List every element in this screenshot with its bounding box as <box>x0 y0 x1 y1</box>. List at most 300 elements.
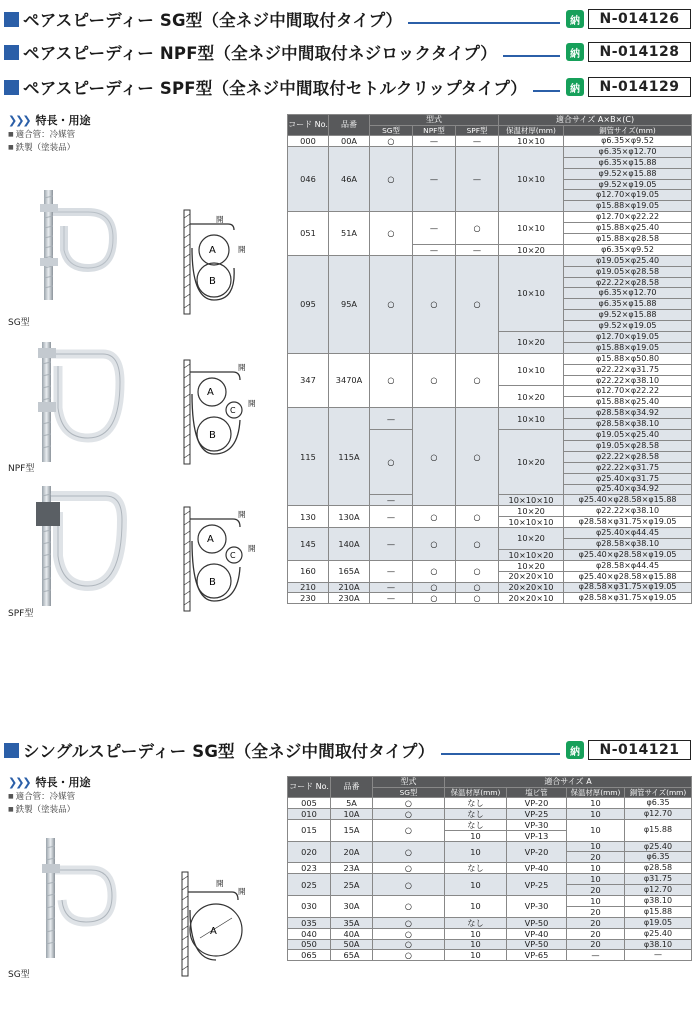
type-label-npf: NPF型 <box>8 464 35 474</box>
item-cell: 210A <box>329 582 370 593</box>
label-a: A <box>209 245 216 256</box>
pipe-size-cell: φ12.70 <box>625 808 692 819</box>
insulation-cell: 10×20 <box>499 386 564 408</box>
pipe-size-cell: — <box>625 950 692 961</box>
insulation-cell: なし <box>445 808 507 819</box>
pipe-size-cell: φ6.35 <box>625 798 692 809</box>
feature-item: ■ 鉄製（塗装品） <box>8 803 75 815</box>
insulation-cell: 10 <box>567 841 625 852</box>
table-row <box>288 808 692 819</box>
item-cell: 30A <box>331 896 373 918</box>
table-row <box>288 950 692 961</box>
pipe-size-cell: φ12.70×φ19.05 <box>564 332 692 343</box>
table-row <box>288 408 692 419</box>
insulation-cell: 10 <box>445 874 507 896</box>
header-size: 適合サイズ A <box>445 777 692 788</box>
features-heading-text: 特長・用途 <box>35 114 91 127</box>
table-row <box>288 560 692 571</box>
type-label-single-sg: SG型 <box>8 970 30 980</box>
label-open: 開 <box>238 510 246 519</box>
header-spf: SPF型 <box>456 126 499 136</box>
insulation-cell: 20 <box>567 939 625 950</box>
pipe-size-cell: φ19.05×φ25.40 <box>564 255 692 266</box>
sg-cell: ○ <box>373 819 445 841</box>
insulation-cell: 10 <box>567 798 625 809</box>
insulation-cell: 10×20 <box>499 332 564 354</box>
sg-cell: ○ <box>370 136 413 147</box>
header-pipe-size: 銅管サイズ(mm) <box>625 788 692 798</box>
delivery-icon: 納 <box>566 741 584 759</box>
insulation-cell: 10 <box>567 874 625 885</box>
pipe-size-cell: φ19.05 <box>625 917 692 928</box>
insulation-cell: 10×20 <box>499 430 564 495</box>
npf-cell: — <box>413 212 456 245</box>
sg-dimension-diagram <box>178 208 258 318</box>
pipe-size-cell: φ12.70×φ19.05 <box>564 190 692 201</box>
label-open: 開 <box>216 879 224 888</box>
spf-cell: — <box>456 146 499 211</box>
header-type: 型式 <box>373 777 445 788</box>
pvc-pipe-cell: VP-20 <box>507 841 567 863</box>
table-row <box>288 939 692 950</box>
title-rule <box>441 753 561 755</box>
pipe-size-cell: φ25.40×φ34.92 <box>564 484 692 495</box>
delivery-icon: 納 <box>566 43 584 61</box>
bullet-square <box>4 80 19 95</box>
item-cell: 95A <box>329 255 370 353</box>
pipe-size-cell: φ6.35×φ15.88 <box>564 299 692 310</box>
code-cell: 030 <box>288 896 331 918</box>
pvc-pipe-cell: VP-50 <box>507 939 567 950</box>
title-bar-npf <box>4 39 691 65</box>
header-npf: NPF型 <box>413 126 456 136</box>
item-cell: 115A <box>329 408 370 506</box>
header-insulation: 保温材厚(mm) <box>445 788 507 798</box>
npf-cell: ○ <box>413 353 456 407</box>
header-pipe-size: 銅管サイズ(mm) <box>564 126 692 136</box>
table-row <box>288 928 692 939</box>
code-cell: 050 <box>288 939 331 950</box>
insulation-cell: 10×20 <box>499 560 564 571</box>
product-title: ペアスピーディー NPF型（全ネジ中間取付ネジロックタイプ） <box>23 44 497 63</box>
pipe-size-cell: φ25.40×φ28.58×φ19.05 <box>564 549 692 560</box>
sg-cell: ○ <box>373 917 445 928</box>
insulation-cell: — <box>567 950 625 961</box>
code-cell: 023 <box>288 863 331 874</box>
pipe-size-cell: φ6.35 <box>625 852 692 863</box>
code-cell: 210 <box>288 582 329 593</box>
spf-cell: ○ <box>456 506 499 528</box>
pvc-pipe-cell: VP-50 <box>507 917 567 928</box>
table-row <box>288 582 692 593</box>
product-code: N-014129 <box>588 77 691 97</box>
item-cell: 10A <box>331 808 373 819</box>
table-row <box>288 841 692 852</box>
code-cell: 160 <box>288 560 329 582</box>
insulation-cell: なし <box>445 917 507 928</box>
insulation-cell: 10×10×10 <box>499 517 564 528</box>
item-cell: 130A <box>329 506 370 528</box>
pipe-size-cell: φ25.40×φ28.58×φ15.88 <box>564 571 692 582</box>
insulation-cell: 10×10×10 <box>499 495 564 506</box>
pipe-size-cell: φ19.05×φ25.40 <box>564 430 692 441</box>
table-row <box>288 212 692 223</box>
npf-cell: ○ <box>413 528 456 561</box>
pipe-size-cell: φ22.22×φ28.58 <box>564 277 692 288</box>
insulation-cell: 20×20×10 <box>499 593 564 604</box>
label-open: 開 <box>248 544 256 553</box>
label-c: C <box>230 406 236 415</box>
item-cell: 165A <box>329 560 370 582</box>
code-cell: 015 <box>288 819 331 841</box>
label-open: 開 <box>238 245 246 254</box>
table-row <box>288 593 692 604</box>
pipe-size-cell: φ22.22×φ38.10 <box>564 506 692 517</box>
code-cell: 115 <box>288 408 329 506</box>
sg-cell: — <box>370 582 413 593</box>
sg-cell: ○ <box>373 939 445 950</box>
chevrons-icon: ❯❯❯ <box>8 114 30 127</box>
sg-cell: ○ <box>370 146 413 211</box>
table-row <box>288 528 692 539</box>
spf-cell: ○ <box>456 582 499 593</box>
sg-hanger-photo <box>28 190 138 300</box>
code-cell: 347 <box>288 353 329 407</box>
insulation-cell: 10×10 <box>499 212 564 245</box>
insulation-cell: 10 <box>567 896 625 907</box>
spf-cell: ○ <box>456 353 499 407</box>
insulation-cell: 10 <box>445 841 507 863</box>
pvc-pipe-cell: VP-13 <box>507 830 567 841</box>
pvc-pipe-cell: VP-65 <box>507 950 567 961</box>
label-a: A <box>207 387 214 398</box>
sg-cell: ○ <box>373 874 445 896</box>
pipe-size-cell: φ9.52×φ19.05 <box>564 321 692 332</box>
product-code: N-014128 <box>588 42 691 62</box>
code-cell: 230 <box>288 593 329 604</box>
insulation-cell: 10 <box>567 808 625 819</box>
insulation-cell: 20 <box>567 928 625 939</box>
spf-cell: — <box>456 244 499 255</box>
insulation-cell: 10×10 <box>499 408 564 430</box>
type-label-sg: SG型 <box>8 318 30 328</box>
table-row <box>288 917 692 928</box>
label-c: C <box>230 551 236 560</box>
title-bar-single-sg <box>4 737 691 763</box>
item-cell: 40A <box>331 928 373 939</box>
insulation-cell: 10 <box>445 830 507 841</box>
sg-cell: ○ <box>373 808 445 819</box>
item-cell: 46A <box>329 146 370 211</box>
code-cell: 040 <box>288 928 331 939</box>
pipe-size-cell: φ15.88×φ25.40 <box>564 397 692 408</box>
pipe-size-cell: φ28.58×φ38.10 <box>564 538 692 549</box>
insulation-cell: 10×10 <box>499 255 564 331</box>
bullet-square <box>4 743 19 758</box>
pipe-size-cell: φ15.88×φ19.05 <box>564 201 692 212</box>
code-cell: 020 <box>288 841 331 863</box>
spf-cell: ○ <box>456 528 499 561</box>
sg-cell: ○ <box>373 896 445 918</box>
label-open: 開 <box>238 887 246 896</box>
pvc-pipe-cell: VP-25 <box>507 808 567 819</box>
label-b: B <box>209 430 216 441</box>
pipe-size-cell: φ15.88 <box>625 906 692 917</box>
spf-cell: — <box>456 136 499 147</box>
title-bar-spf <box>4 74 691 100</box>
item-cell: 00A <box>329 136 370 147</box>
code-cell: 035 <box>288 917 331 928</box>
item-cell: 230A <box>329 593 370 604</box>
pipe-size-cell: φ15.88×φ25.40 <box>564 223 692 234</box>
code-cell: 095 <box>288 255 329 353</box>
insulation-cell: 10 <box>567 863 625 874</box>
pipe-size-cell: φ15.88×φ28.58 <box>564 234 692 245</box>
pipe-size-cell: φ15.88 <box>625 819 692 841</box>
sg-cell: — <box>370 495 413 506</box>
features-heading <box>8 112 91 128</box>
pipe-size-cell: φ38.10 <box>625 939 692 950</box>
feature-item: ■ 鉄製（塗装品） <box>8 141 75 153</box>
pair-spec-table <box>287 114 692 604</box>
pipe-size-cell: φ25.40×φ28.58×φ15.88 <box>564 495 692 506</box>
pipe-size-cell: φ6.35×φ12.70 <box>564 288 692 299</box>
insulation-cell: 20×20×10 <box>499 571 564 582</box>
product-code: N-014126 <box>588 9 691 29</box>
header-item: 品番 <box>331 777 373 798</box>
pvc-pipe-cell: VP-30 <box>507 819 567 830</box>
npf-cell: ○ <box>413 408 456 506</box>
title-rule <box>408 22 560 24</box>
sg-cell: — <box>370 593 413 604</box>
single-sg-dimension-diagram <box>176 870 266 980</box>
pipe-size-cell: φ9.52×φ19.05 <box>564 179 692 190</box>
pipe-size-cell: φ15.88×φ50.80 <box>564 353 692 364</box>
table-row <box>288 146 692 157</box>
pipe-size-cell: φ25.40×φ31.75 <box>564 473 692 484</box>
table-row <box>288 874 692 885</box>
label-open: 開 <box>216 215 224 224</box>
pipe-size-cell: φ12.70×φ22.22 <box>564 386 692 397</box>
sg-cell: — <box>370 506 413 528</box>
insulation-cell: 20×20×10 <box>499 582 564 593</box>
item-cell: 51A <box>329 212 370 256</box>
sg-cell: ○ <box>373 798 445 809</box>
pipe-size-cell: φ38.10 <box>625 896 692 907</box>
single-spec-table <box>287 776 692 961</box>
spf-cell: ○ <box>456 255 499 353</box>
pipe-size-cell: φ28.58×φ34.92 <box>564 408 692 419</box>
feature-item: ■ 適合管：冷媒管 <box>8 790 75 802</box>
sg-cell: ○ <box>373 950 445 961</box>
insulation-cell: なし <box>445 863 507 874</box>
header-item: 品番 <box>329 115 370 136</box>
npf-cell: — <box>413 146 456 211</box>
table-row <box>288 896 692 907</box>
insulation-cell: 10 <box>445 950 507 961</box>
pvc-pipe-cell: VP-25 <box>507 874 567 896</box>
sg-cell: — <box>370 408 413 430</box>
code-cell: 005 <box>288 798 331 809</box>
sg-cell: ○ <box>370 430 413 495</box>
pipe-size-cell: φ6.35×φ9.52 <box>564 136 692 147</box>
pipe-size-cell: φ25.40 <box>625 928 692 939</box>
item-cell: 50A <box>331 939 373 950</box>
header-sg: SG型 <box>370 126 413 136</box>
pvc-pipe-cell: VP-30 <box>507 896 567 918</box>
sg-cell: ○ <box>370 353 413 407</box>
code-cell: 051 <box>288 212 329 256</box>
label-b: B <box>209 276 216 287</box>
pipe-size-cell: φ28.58×φ38.10 <box>564 419 692 430</box>
code-cell: 000 <box>288 136 329 147</box>
pipe-size-cell: φ6.35×φ9.52 <box>564 244 692 255</box>
npf-cell: — <box>413 136 456 147</box>
table-row <box>288 863 692 874</box>
pipe-size-cell: φ19.05×φ28.58 <box>564 440 692 451</box>
single-sg-hanger-photo <box>36 838 126 958</box>
pipe-size-cell: φ28.58×φ44.45 <box>564 560 692 571</box>
pipe-size-cell: φ25.40×φ44.45 <box>564 528 692 539</box>
sg-cell: ○ <box>373 841 445 863</box>
code-cell: 010 <box>288 808 331 819</box>
insulation-cell: 10×20 <box>499 506 564 517</box>
pipe-size-cell: φ22.22×φ38.10 <box>564 375 692 386</box>
npf-cell: ○ <box>413 582 456 593</box>
insulation-cell: 10 <box>567 819 625 841</box>
delivery-icon: 納 <box>566 78 584 96</box>
code-cell: 130 <box>288 506 329 528</box>
pipe-size-cell: φ6.35×φ12.70 <box>564 146 692 157</box>
item-cell: 25A <box>331 874 373 896</box>
pipe-size-cell: φ19.05×φ28.58 <box>564 266 692 277</box>
features-heading-text: 特長・用途 <box>35 776 91 789</box>
npf-dimension-diagram <box>178 358 268 468</box>
item-cell: 140A <box>329 528 370 561</box>
npf-cell: ○ <box>413 560 456 582</box>
sg-cell: ○ <box>370 212 413 256</box>
npf-hanger-photo <box>28 342 138 462</box>
product-title: ペアスピーディー SPF型（全ネジ中間取付セトルクリップタイプ） <box>23 79 527 98</box>
pipe-size-cell: φ22.22×φ28.58 <box>564 451 692 462</box>
table-row <box>288 353 692 364</box>
pipe-size-cell: φ28.58×φ31.75×φ19.05 <box>564 582 692 593</box>
code-cell: 065 <box>288 950 331 961</box>
insulation-cell: 10 <box>445 939 507 950</box>
pvc-pipe-cell: VP-40 <box>507 863 567 874</box>
features-heading <box>8 774 91 790</box>
label-open: 開 <box>238 363 246 372</box>
product-code: N-014121 <box>588 740 691 760</box>
npf-cell: ○ <box>413 593 456 604</box>
insulation-cell: 20 <box>567 885 625 896</box>
spf-hanger-photo <box>28 486 138 606</box>
item-cell: 20A <box>331 841 373 863</box>
code-cell: 025 <box>288 874 331 896</box>
title-bar-sg <box>4 6 691 32</box>
header-size: 適合サイズ A×B×(C) <box>499 115 692 126</box>
table-row <box>288 798 692 809</box>
code-cell: 145 <box>288 528 329 561</box>
bullet-square <box>4 12 19 27</box>
label-open: 開 <box>248 399 256 408</box>
product-title: シングルスピーディー SG型（全ネジ中間取付タイプ） <box>23 742 435 761</box>
header-type: 型式 <box>370 115 499 126</box>
sg-cell: — <box>370 560 413 582</box>
product-title: ペアスピーディー SG型（全ネジ中間取付タイプ） <box>23 11 403 30</box>
pipe-size-cell: φ15.88×φ19.05 <box>564 342 692 353</box>
insulation-cell: 10 <box>445 896 507 918</box>
insulation-cell: なし <box>445 819 507 830</box>
pipe-size-cell: φ9.52×φ15.88 <box>564 310 692 321</box>
label-a: A <box>210 926 217 937</box>
sg-cell: ○ <box>373 928 445 939</box>
type-label-spf: SPF型 <box>8 609 34 619</box>
insulation-cell: 20 <box>567 906 625 917</box>
delivery-icon: 納 <box>566 10 584 28</box>
title-rule <box>533 90 560 92</box>
insulation-cell: 20 <box>567 917 625 928</box>
insulation-cell: 20 <box>567 852 625 863</box>
spf-cell: ○ <box>456 212 499 245</box>
header-code: コード No. <box>288 115 329 136</box>
sg-cell: — <box>370 528 413 561</box>
table-row <box>288 255 692 266</box>
label-a: A <box>207 534 214 545</box>
npf-cell: ○ <box>413 255 456 353</box>
pvc-pipe-cell: VP-20 <box>507 798 567 809</box>
table-row <box>288 819 692 830</box>
header-insulation: 保温材厚(mm) <box>499 126 564 136</box>
item-cell: 3470A <box>329 353 370 407</box>
npf-cell: — <box>413 244 456 255</box>
npf-cell: ○ <box>413 506 456 528</box>
label-b: B <box>209 577 216 588</box>
pipe-size-cell: φ22.22×φ31.75 <box>564 462 692 473</box>
pipe-size-cell: φ12.70×φ22.22 <box>564 212 692 223</box>
spf-cell: ○ <box>456 560 499 582</box>
sg-cell: ○ <box>370 255 413 353</box>
pipe-size-cell: φ28.58×φ31.75×φ19.05 <box>564 517 692 528</box>
item-cell: 5A <box>331 798 373 809</box>
insulation-cell: 10×20 <box>499 528 564 550</box>
item-cell: 23A <box>331 863 373 874</box>
insulation-cell: 10×10 <box>499 136 564 147</box>
insulation-cell: 10×10 <box>499 146 564 211</box>
header-pvc-pipe: 塩ビ管 <box>507 788 567 798</box>
header-sg: SG型 <box>373 788 445 798</box>
pipe-size-cell: φ9.52×φ15.88 <box>564 168 692 179</box>
title-rule <box>503 55 560 57</box>
spf-dimension-diagram <box>178 505 268 615</box>
pipe-size-cell: φ22.22×φ31.75 <box>564 364 692 375</box>
sg-cell: ○ <box>373 863 445 874</box>
code-cell: 046 <box>288 146 329 211</box>
header-code: コード No. <box>288 777 331 798</box>
table-row <box>288 506 692 517</box>
pipe-size-cell: φ6.35×φ15.88 <box>564 157 692 168</box>
table-row <box>288 136 692 147</box>
pipe-size-cell: φ25.40 <box>625 841 692 852</box>
spf-cell: ○ <box>456 593 499 604</box>
insulation-cell: なし <box>445 798 507 809</box>
feature-item: ■ 適合管：冷媒管 <box>8 128 75 140</box>
spf-cell: ○ <box>456 408 499 506</box>
pipe-size-cell: φ28.58×φ31.75×φ19.05 <box>564 593 692 604</box>
pipe-size-cell: φ31.75 <box>625 874 692 885</box>
insulation-cell: 10×10×20 <box>499 549 564 560</box>
item-cell: 15A <box>331 819 373 841</box>
